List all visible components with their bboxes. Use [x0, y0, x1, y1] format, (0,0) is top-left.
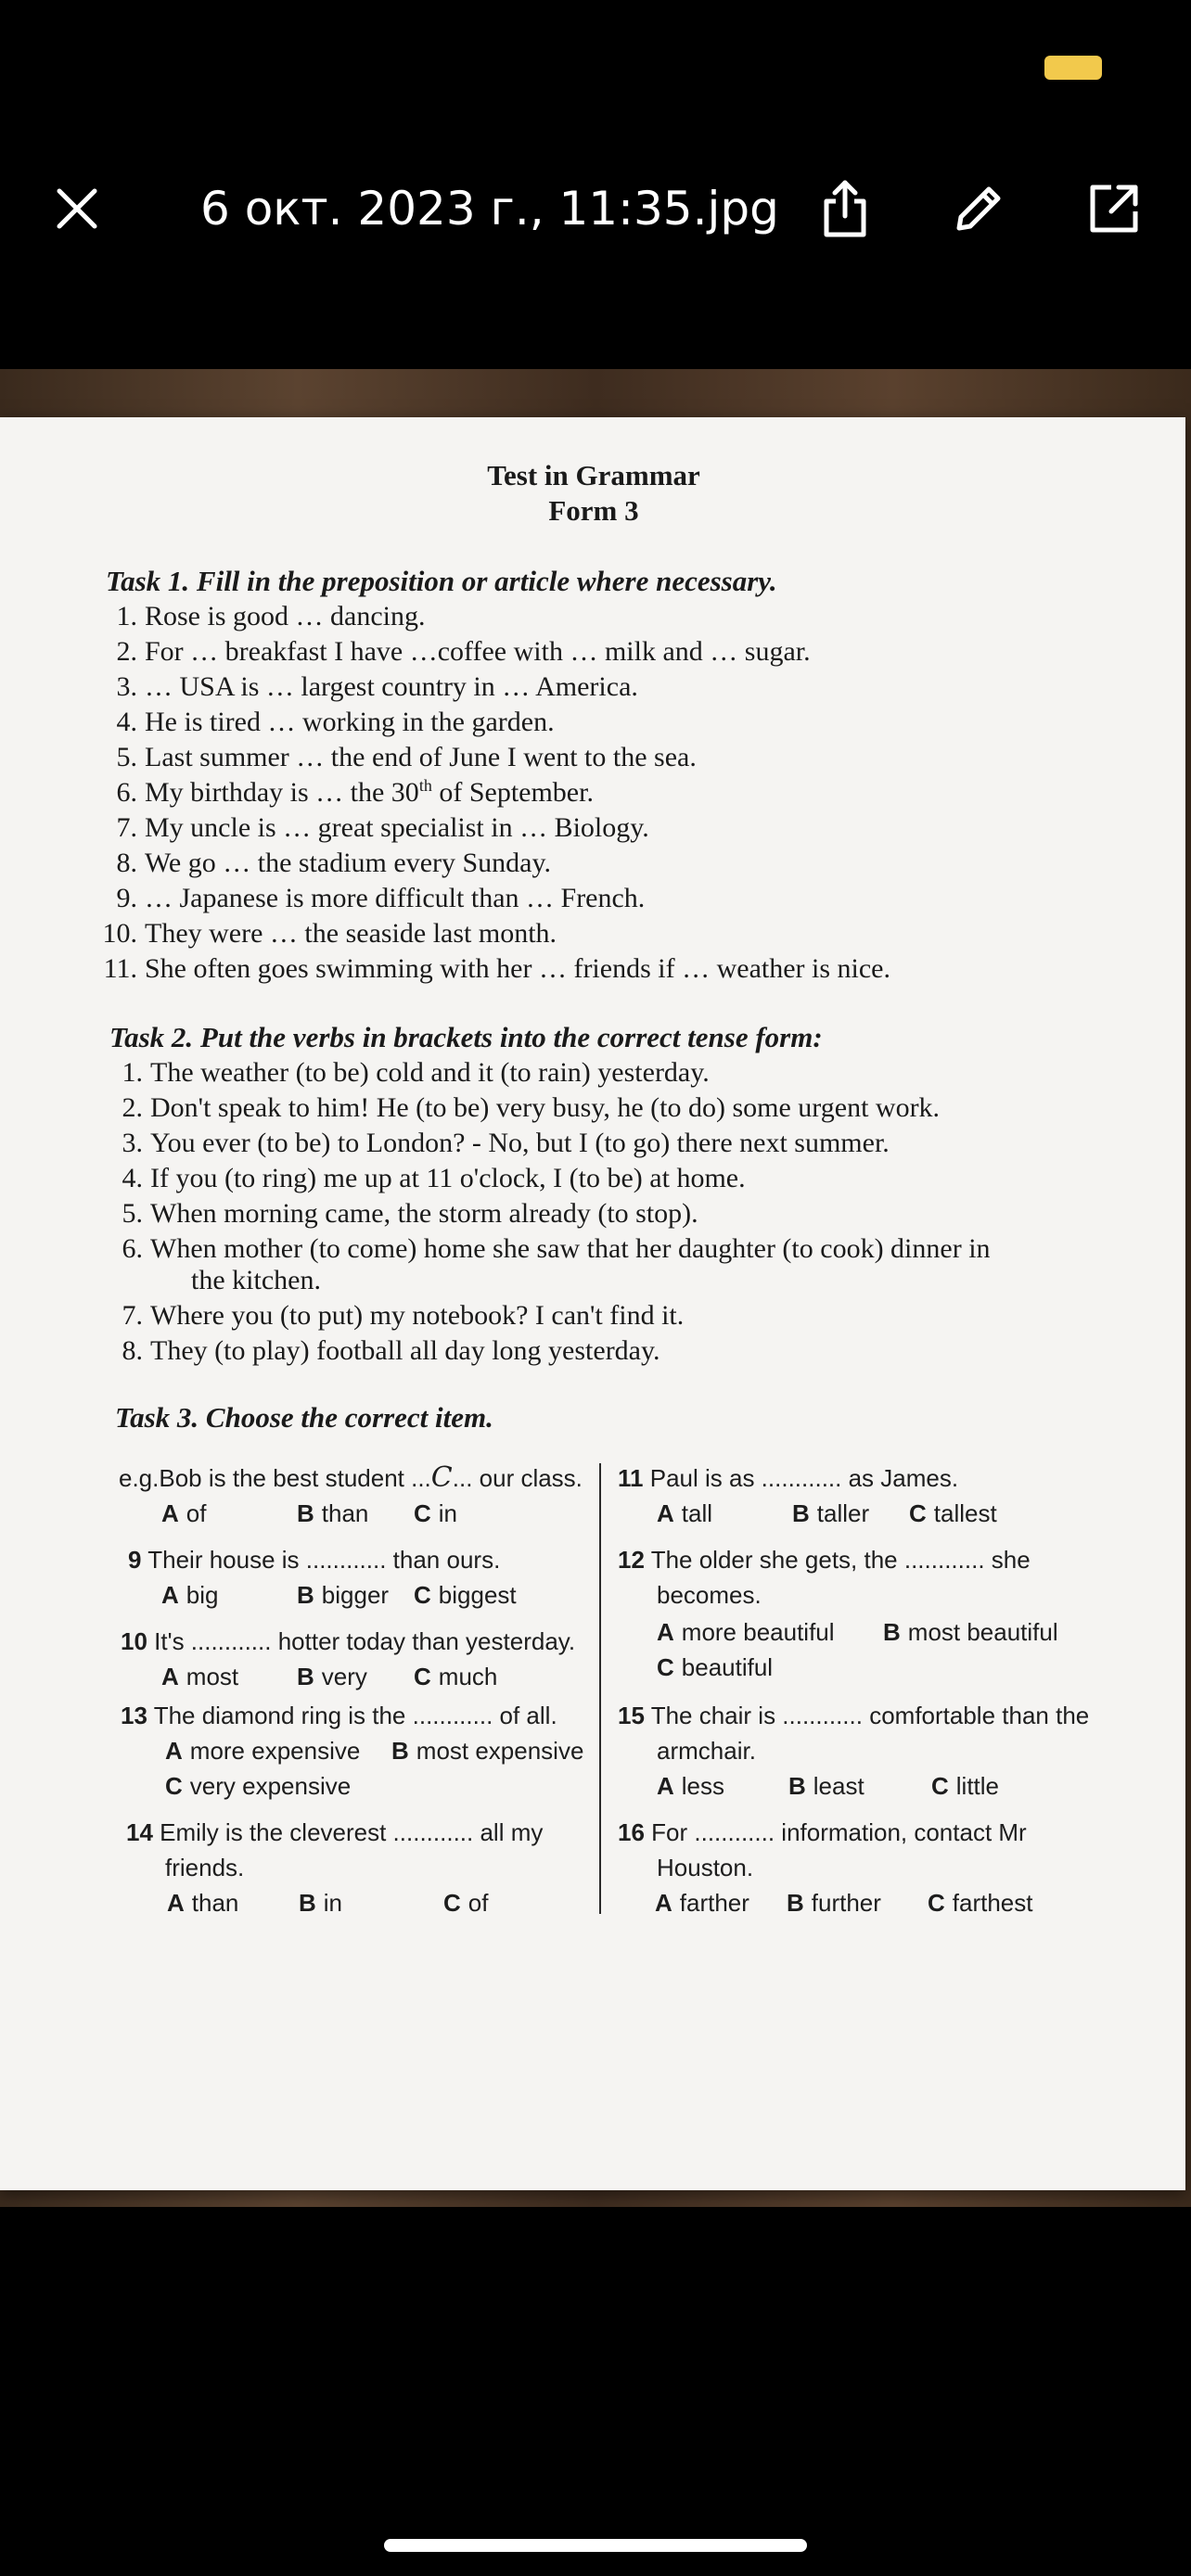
list-item: 5. When morning came, the storm already (to stop). — [122, 1198, 698, 1229]
question-16-continuation: Houston. — [657, 1854, 754, 1881]
edit-button[interactable] — [937, 167, 1020, 250]
share-button[interactable] — [803, 167, 887, 250]
list-item-continuation: the kitchen. — [191, 1265, 321, 1295]
option: A most — [161, 1663, 239, 1690]
question-13: 13 The diamond ring is the ............ of all. — [121, 1702, 557, 1729]
option: A more expensive — [165, 1737, 361, 1765]
list-item: 8. They (to play) football all day long yesterday. — [122, 1335, 660, 1366]
option: C very expensive — [165, 1772, 352, 1800]
list-item: 7. My uncle is … great specialist in … Biology. — [116, 812, 649, 843]
open-external-icon — [1087, 182, 1141, 236]
list-item: 9. … Japanese is more difficult than … French. — [116, 883, 646, 913]
option: A farther — [655, 1889, 749, 1917]
option: B most beautiful — [883, 1618, 1058, 1646]
question-15: 15 The chair is ............ comfortable than the — [618, 1702, 1090, 1729]
list-item: 6. When mother (to come) home she saw that her daughter (to cook) dinner in — [122, 1233, 991, 1264]
question-15-continuation: armchair. — [657, 1737, 756, 1765]
list-item: 3. … USA is … largest country in … America. — [116, 671, 638, 702]
sheet-subtitle: Form 3 — [548, 494, 639, 527]
list-item: 8. We go … the stadium every Sunday. — [116, 848, 552, 878]
close-icon — [56, 187, 98, 230]
option: C little — [931, 1772, 1000, 1800]
option: B very — [297, 1663, 367, 1690]
list-item: 1. The weather (to be) cold and it (to rain) yesterday. — [122, 1057, 710, 1088]
list-item: 1. Rose is good … dancing. — [116, 601, 426, 631]
option: A of — [161, 1499, 207, 1527]
option: B taller — [792, 1499, 870, 1527]
question-10: 10 It's ............ hotter today than yesterday. — [121, 1627, 576, 1655]
option: C beautiful — [657, 1653, 774, 1681]
option: A big — [161, 1581, 219, 1609]
sheet-title: Test in Grammar — [487, 459, 700, 491]
option: A less — [657, 1772, 725, 1800]
question-11: 11 Paul is as ............ as James. — [618, 1464, 959, 1492]
task1-heading: Task 1. Fill in the preposition or article where necessary. — [106, 565, 777, 597]
option: A more beautiful — [657, 1618, 835, 1646]
option: C of — [443, 1889, 489, 1917]
pencil-icon — [952, 182, 1005, 236]
column-divider — [599, 1463, 601, 1914]
option: C farthest — [928, 1889, 1033, 1917]
close-button[interactable] — [35, 167, 119, 250]
list-item: 2. Don't speak to him! He (to be) very busy, he (to do) some urgent work. — [122, 1092, 941, 1123]
viewer-toolbar — [0, 167, 1191, 250]
photo-viewport[interactable] — [0, 369, 1191, 2207]
home-indicator[interactable] — [384, 2539, 807, 2552]
question-eg: e.g.Bob is the best student ...C... our class. — [119, 1461, 583, 1494]
option: B bigger — [297, 1581, 390, 1609]
option: A than — [167, 1889, 239, 1917]
question-14: 14 Emily is the cleverest ............ all my — [126, 1818, 544, 1846]
list-item: 4. He is tired … working in the garden. — [116, 707, 555, 737]
list-item: 4. If you (to ring) me up at 11 o'clock, I (to be) at home. — [122, 1163, 746, 1193]
option: A tall — [657, 1499, 713, 1527]
option: B in — [299, 1889, 343, 1917]
status-indicator — [1044, 56, 1102, 80]
task3-heading: Task 3. Choose the correct item. — [115, 1401, 493, 1434]
share-icon — [819, 179, 871, 238]
option: C much — [414, 1663, 498, 1690]
list-item: 2. For … breakfast I have …coffee with … milk and … sugar. — [116, 636, 811, 667]
list-item: 3. You ever (to be) to London? - No, but I (to go) there next summer. — [122, 1128, 890, 1158]
option: B than — [297, 1499, 369, 1527]
task2-heading: Task 2. Put the verbs in brackets into the correct tense form: — [109, 1021, 823, 1053]
list-item: 10. They were … the seaside last month. — [102, 918, 557, 949]
question-9: 9 Their house is ............ than ours. — [128, 1546, 501, 1574]
option: C in — [414, 1499, 458, 1527]
option: B most expensive — [391, 1737, 584, 1765]
question-14-continuation: friends. — [165, 1854, 245, 1881]
handwritten-answer: C — [430, 1461, 453, 1494]
list-item: 11. She often goes swimming with her … friends if … weather is nice. — [103, 953, 890, 984]
option: B further — [787, 1889, 881, 1917]
test-sheet — [0, 417, 1185, 2190]
file-title: 6 окт. 2023 г., 11:35.jpg — [200, 182, 779, 236]
list-item: 5. Last summer … the end of June I went to the sea. — [116, 742, 697, 772]
option: B least — [788, 1772, 864, 1800]
question-12: 12 The older she gets, the ............ she — [618, 1546, 1031, 1574]
question-16: 16 For ............ information, contact Mr — [618, 1818, 1027, 1846]
list-item: 7. Where you (to put) my notebook? I can't find it. — [122, 1300, 685, 1331]
option: C tallest — [909, 1499, 997, 1527]
open-external-button[interactable] — [1072, 167, 1156, 250]
option: C biggest — [414, 1581, 517, 1609]
list-item: 6. My birthday is … the 30th of September. — [116, 776, 594, 808]
question-12-continuation: becomes. — [657, 1581, 762, 1609]
